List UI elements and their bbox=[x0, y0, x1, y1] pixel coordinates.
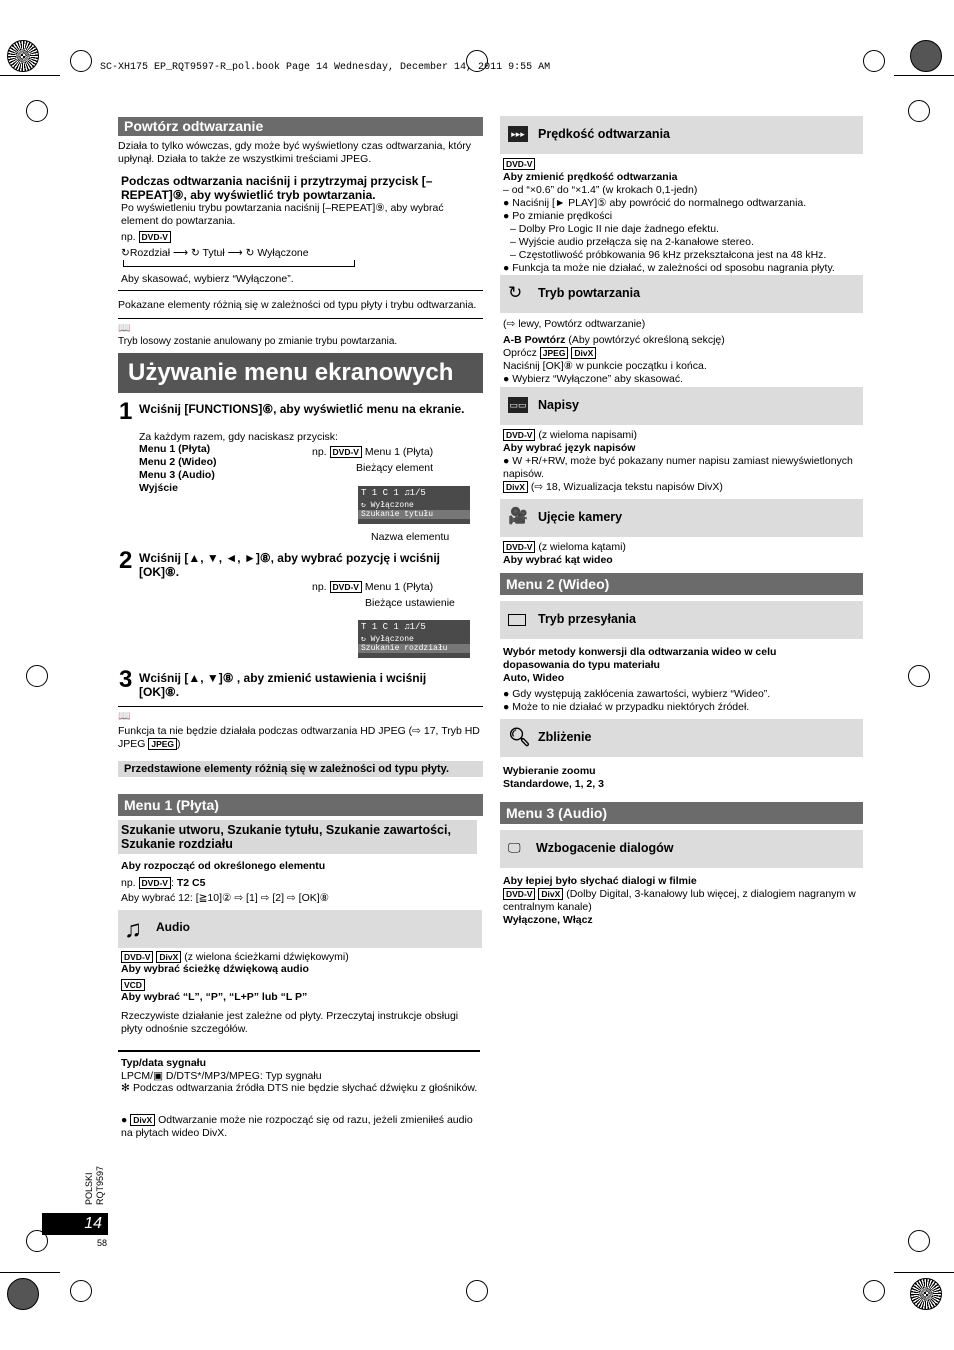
page-number: 14 bbox=[42, 1213, 108, 1235]
step-1-list: Menu 1 (Płyta) Menu 2 (Wideo) Menu 3 (Audio) Wyjście bbox=[139, 443, 217, 494]
step-3-text: Wciśnij [▲, ▼]⑧ , aby zmienić ustawienia i wciśnij [OK]⑧. bbox=[139, 671, 427, 699]
presented-note: Przedstawione elementy różnią się w zależności od typu płyty. bbox=[118, 761, 483, 777]
step-2-text: Wciśnij [▲, ▼, ◄, ►]⑧, aby wybrać pozycję i wciśnij [OK]⑧. bbox=[139, 551, 441, 579]
sequence-loop-line bbox=[123, 260, 355, 267]
zoom-section bbox=[500, 719, 863, 757]
signal-title: Typ/data sygnału bbox=[121, 1057, 206, 1069]
side-label: POLSKI RQT9597 bbox=[84, 1165, 105, 1205]
step-1-example: np. DVD-V Menu 1 (Płyta) bbox=[312, 446, 434, 458]
subtitles-section bbox=[500, 387, 863, 425]
angle-section bbox=[500, 499, 863, 537]
camera-icon: 🎥 bbox=[508, 508, 528, 525]
zoom-block: Wybieranie zoomu Standardowe, 1, 2, 3 bbox=[503, 765, 604, 790]
audio-title: Audio bbox=[156, 920, 190, 934]
angle-block: DVD-V (z wieloma kątami) Aby wybrać kąt wideo bbox=[503, 541, 626, 566]
menu-title: Używanie menu ekranowych bbox=[118, 353, 483, 393]
page-small: 58 bbox=[97, 1238, 108, 1248]
transmission-title: Tryb przesyłania bbox=[538, 612, 636, 626]
fast-forward-icon: ▸▸▸ bbox=[508, 126, 528, 142]
hdjpeg-note: Funkcja ta nie będzie działała podczas odtwarzania HD JPEG (⇨ 17, Tryb HD JPEG JPEG ) bbox=[118, 725, 480, 750]
dts-note: ✻ Podczas odtwarzania źródła DTS nie będzie słychać dźwięku z głośników. bbox=[121, 1082, 478, 1094]
transmission-block: Wybór metody konwersji dla odtwarzania wideo w celu dopasowania do typu materiału Auto, Wideo ● Gdy występują zakłócenia zawartości, wybierz “Wideo”. ● Może to nie działać w przypadku niektórych źródeł. bbox=[503, 646, 777, 713]
print-header: SC-XH175 EP_RQT9597-R_pol.book Page 14 Wednesday, December 14, 2011 9:55 AM bbox=[100, 62, 551, 73]
search-title: Szukanie utworu, Szukanie tytułu, Szukanie zawartości, Szukanie rozdziału bbox=[118, 820, 477, 854]
subtitles-block: DVD-V (z wieloma napisami) Aby wybrać język napisów ● W +R/+RW, może być pokazany numer napisu zamiast niewyświetlonych napisów. DivX (⇨ 18, Wizualizacja tekstu napisów DivX) bbox=[503, 429, 853, 493]
audio-lp: Aby wybrać “L”, “P”, “L+P” lub “L P” bbox=[121, 991, 308, 1003]
elements-note: Pokazane elementy różnią się w zależności od typu płyty i trybu odtwarzania. bbox=[118, 299, 477, 311]
signal-value: LPCM/▣ D/DTS*/MP3/MPEG: Typ sygnału bbox=[121, 1070, 322, 1082]
divx-note: ● DivX Odtwarzanie może nie rozpocząć się od razu, jeżeli zmieniłeś audio na płytach wideo DivX. bbox=[121, 1114, 473, 1139]
audio-section bbox=[118, 910, 482, 948]
current-element-label: Bieżący element bbox=[356, 462, 434, 474]
osd-display-1: T 1 C 1 ♫1/5 ↻ Wyłączone Szukanie tytułu bbox=[358, 486, 470, 524]
transmission-section bbox=[500, 601, 863, 639]
repeat-desc: Po wyświetleniu trybu powtarzania naciśnij [–REPEAT]⑨, aby wybrać element do powtarzania. bbox=[121, 202, 444, 227]
step-1-sub: Za każdym razem, gdy naciskasz przycisk: bbox=[139, 431, 338, 443]
dialog-block: Aby łepiej było słychać dialogi w filmie DVD-V DivX (Dolby Digital, 3-kanałowy lub więcej, z dialogiem nagranym w centralnym kanale) Wyłączone, Włącz bbox=[503, 875, 856, 926]
repeat-icon: ↻ bbox=[508, 283, 523, 302]
speed-section bbox=[500, 116, 863, 154]
audio-multi: DVD-V DivX (z wielona ścieżkami dźwiękowymi) bbox=[121, 951, 349, 964]
music-note-icon: ♫ bbox=[124, 916, 142, 943]
speed-block: DVD-V Aby zmienić prędkość odtwarzania – od “×0.6” do “×1.4” (w krokach 0,1-jedn) ● Naciśnij [► PLAY]⑤ aby powrócić do normalnego odtwarzania. ● Po zmianie prędkości – Dolby Pro Logic II nie daje żadnego efektu. – Wyjście audio przełącza się na 2-kanałowe stereo. – Częstotliwość próbkowania 96 kHz przekształcona jest na 48 kHz. ● Funkcja ta może nie działać, w zależności od sposobu nagrania płyty. bbox=[503, 159, 835, 274]
repeat-section-title: Powtórz odtwarzanie bbox=[118, 117, 483, 136]
menu2-title: Menu 2 (Wideo) bbox=[500, 573, 863, 595]
repeat-instruction: Podczas odtwarzania naciśnij i przytrzymaj przycisk [–REPEAT]⑨, aby wyświetlić tryb powtarzania. bbox=[121, 174, 433, 202]
tv-icon: 🖵 bbox=[508, 840, 521, 855]
search-choose: Aby wybrać 12: [≧10]② ⇨ [1] ⇨ [2] ⇨ [OK]⑧ bbox=[121, 892, 330, 904]
repeat-mode-title: Tryb powtarzania bbox=[538, 286, 641, 300]
element-name-label: Nazwa elementu bbox=[371, 531, 450, 543]
zoom-title: Zbliżenie bbox=[538, 730, 592, 744]
menu1-title: Menu 1 (Płyta) bbox=[118, 794, 483, 816]
audio-note: Rzeczywiste działanie jest zależne od płyty. Przeczytaj instrukcje obsługi płyty odnośnie szczegółów. bbox=[121, 1010, 459, 1035]
repeat-icon: ↻ bbox=[245, 247, 255, 259]
dvd-v-tag: DVD-V bbox=[139, 231, 171, 243]
search-instruction: Aby rozpocząć od określonego elementu bbox=[121, 860, 326, 872]
book-icon: 📖 bbox=[118, 323, 131, 334]
audio-choose: Aby wybrać ścieżkę dźwiękową audio bbox=[121, 963, 309, 975]
repeat-icon: ↻ bbox=[190, 247, 200, 259]
transmission-icon bbox=[508, 614, 526, 626]
book-icon-2: 📖 bbox=[118, 711, 131, 722]
dialog-title: Wzbogacenie dialogów bbox=[536, 841, 674, 855]
repeat-mode-block: (⇨ lewy, Powtórz odtwarzanie) A-B Powtórz (Aby powtórzyć określoną sekcję) Oprócz JPEG DivX Naciśnij [OK]⑧ w punkcie początku i końca. ● Wybierz “Wyłączone” aby skasować. bbox=[503, 318, 725, 385]
menu3-title: Menu 3 (Audio) bbox=[500, 802, 863, 824]
angle-title: Ujęcie kamery bbox=[538, 510, 623, 524]
step-2-example: np. DVD-V Menu 1 (Płyta) bbox=[312, 581, 434, 593]
step-3-number: 3 bbox=[119, 666, 133, 693]
dialog-section bbox=[500, 830, 863, 868]
current-setting-label: Bieżące ustawienie bbox=[365, 597, 455, 609]
repeat-mode-section bbox=[500, 275, 863, 313]
subtitles-title: Napisy bbox=[538, 398, 579, 412]
osd-display-2: T 1 C 1 ♫1/5 ↻ Wyłączone Szukanie rozdziału bbox=[358, 620, 470, 658]
magnifier-icon: 🔍︎ bbox=[508, 727, 531, 747]
random-note: Tryb losowy zostanie anulowany po zmianie trybu powtarzania. bbox=[118, 336, 398, 347]
repeat-sequence: ↻Rozdział ⟶ ↻ Tytuł ⟶ ↻ Wyłączone bbox=[121, 247, 309, 259]
subtitles-icon: ▭▭ bbox=[508, 397, 528, 413]
step-1-text: Wciśnij [FUNCTIONS]⑥, aby wyświetlić menu na ekranie. bbox=[139, 402, 465, 416]
left-column bbox=[118, 117, 483, 348]
step-1-number: 1 bbox=[119, 398, 133, 425]
repeat-intro: Działa to tylko wówczas, gdy może być wyświetlony czas odtwarzania, który upłynął. Działa to także ze wszystkimi treściami JPEG. bbox=[118, 140, 472, 165]
vcd-tag: VCD bbox=[121, 979, 145, 991]
step-2-number: 2 bbox=[119, 547, 133, 574]
repeat-example: np. DVD-V bbox=[118, 231, 483, 244]
search-example: np. DVD-V : T2 C5 bbox=[121, 877, 206, 889]
cancel-note: Aby skasować, wybierz “Wyłączone”. bbox=[121, 273, 294, 285]
repeat-icon: ↻ bbox=[121, 247, 130, 259]
speed-title: Prędkość odtwarzania bbox=[538, 127, 670, 141]
